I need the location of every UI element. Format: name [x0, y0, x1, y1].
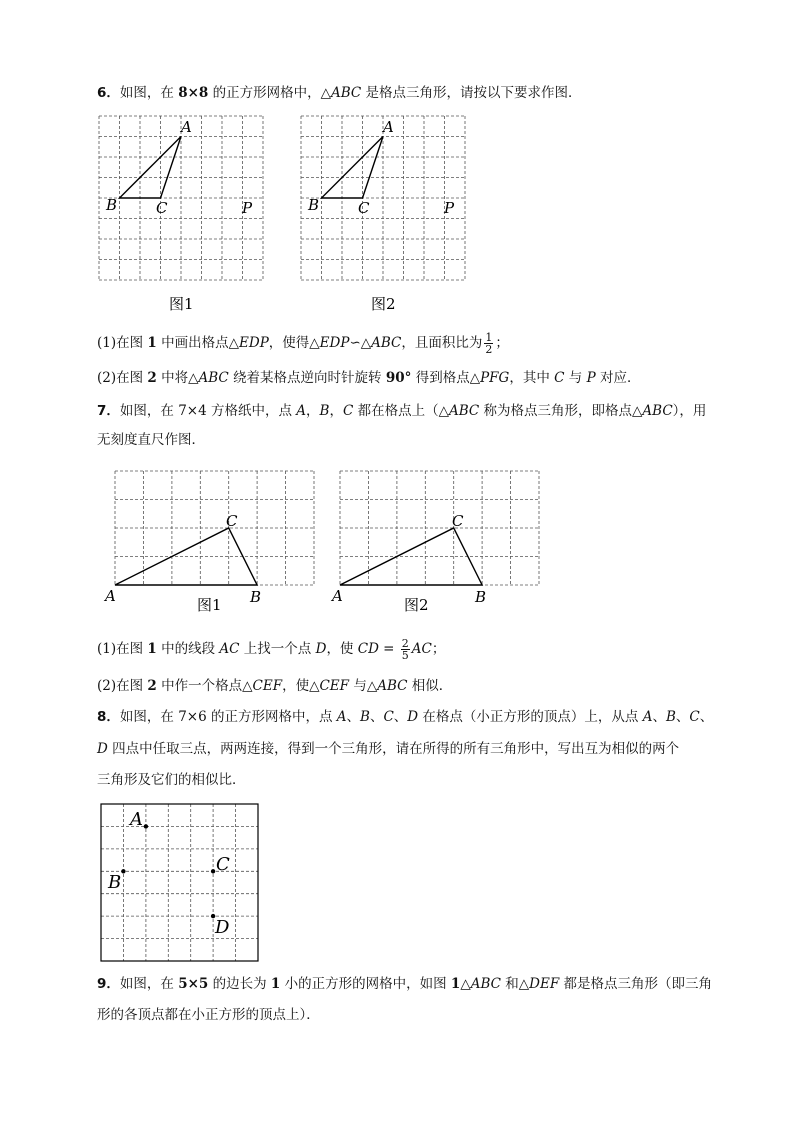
- label-b: B: [250, 588, 262, 606]
- label-b: B: [308, 196, 320, 214]
- label-d: D: [215, 917, 230, 938]
- q7-stem-line2: 无刻度直尺作图．: [97, 432, 205, 448]
- grid-7x4: [340, 471, 539, 585]
- triangle-abc: [120, 137, 182, 199]
- q8-figure: [101, 804, 261, 964]
- triangle-abc: [322, 137, 384, 199]
- label-c: C: [452, 512, 464, 530]
- caption-fig1: 图1: [169, 295, 194, 313]
- caption-fig1: 图1: [197, 596, 222, 614]
- label-b: B: [106, 196, 118, 214]
- q7-part2: (2)在图 2 中作一个格点△CEF，使△CEF 与△ABC 相似．: [97, 678, 453, 694]
- q8-stem-line2: D 四点中任取三点，两两连接，得到一个三角形，请在所得的所有三角形中，写出互为相似的两个: [97, 741, 680, 757]
- point-c: [211, 869, 215, 873]
- label-p: P: [444, 199, 455, 217]
- q7-stem-line1: 7．如图，在 7×4 方格纸中，点 A，B，C 都在格点上（△ABC 称为格点三角形，即格点△ABC），用: [97, 403, 707, 419]
- q8-stem-line3: 三角形及它们的相似比．: [97, 772, 246, 788]
- q8-stem-line1: 8．如图，在 7×6 的正方形网格中，点 A、B、C、D 在格点（小正方形的顶点）上，从点 A、B、C、: [97, 709, 714, 725]
- label-b: B: [108, 872, 122, 893]
- q6-figure-1: [99, 116, 269, 316]
- label-c: C: [216, 854, 230, 875]
- label-b: B: [475, 588, 487, 606]
- q6-part1: (1)在图 1 中画出格点△EDP，使得△EDP∽△ABC，且面积比为 $\frac{1}{2}$ ；: [97, 331, 509, 356]
- label-a: A: [105, 587, 116, 605]
- label-a: A: [383, 118, 394, 136]
- point-b: [121, 869, 125, 873]
- caption-fig2: 图2: [371, 295, 396, 313]
- label-a: A: [181, 118, 192, 136]
- label-a: A: [332, 587, 343, 605]
- label-c: C: [358, 199, 370, 217]
- q9-stem-line1: 9．如图，在 5×5 的边长为 1 小的正方形的网格中，如图 1△ABC 和△DEF 都是格点三角形（即三角: [97, 976, 712, 992]
- fraction-one-half: $\frac{1}{2}$: [485, 331, 493, 356]
- label-a: A: [130, 809, 143, 830]
- q6-stem: 6．如图，在 8×8 的正方形网格中，△ABC 是格点三角形，请按以下要求作图．: [97, 85, 582, 101]
- q7-part1: (1)在图 1 中的线段 AC 上找一个点 D，使 CD = $\frac{2}{5}$ AC；: [97, 637, 446, 662]
- label-c: C: [226, 512, 238, 530]
- caption-fig2: 图2: [404, 596, 429, 614]
- q6-part2: (2)在图 2 中将△ABC 绕着某格点逆向时针旋转 90° 得到格点△PFG，其中 C 与 P 对应．: [97, 370, 641, 386]
- q9-stem-line2: 形的各顶点都在小正方形的顶点上）．: [97, 1007, 320, 1023]
- fraction-two-fifths: $\frac{2}{5}$: [401, 637, 409, 662]
- q7-figure-2: [330, 471, 545, 616]
- point-a: [144, 824, 148, 828]
- q7-figure-1: [105, 471, 320, 616]
- q6-figure-2: [301, 116, 471, 316]
- label-c: C: [156, 199, 168, 217]
- label-p: P: [242, 199, 253, 217]
- grid-7x6: [101, 804, 258, 961]
- grid-7x4: [115, 471, 314, 585]
